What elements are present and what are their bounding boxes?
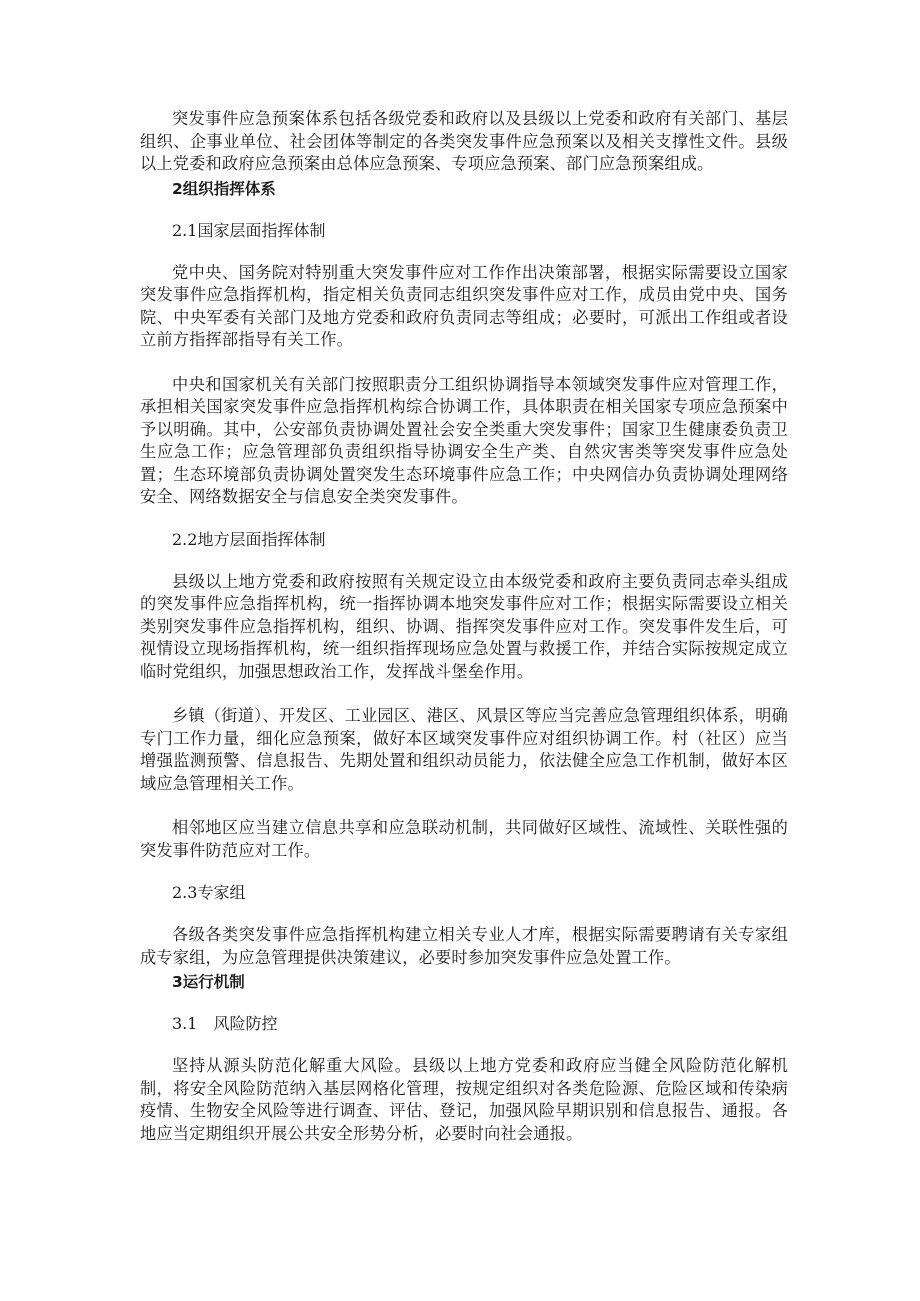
paragraph-plan-system: 突发事件应急预案体系包括各级党委和政府以及县级以上党委和政府有关部门、基层组织、企事业单位、社会团体等制定的各类突发事件应急预案以及相关支撑性文件。县级以上党委和政府应急预案由总体应急预案、专项应急预案、部门应急预案组成。 <box>140 109 788 173</box>
paragraph-central-departments: 中央和国家机关有关部门按照职责分工组织协调指导本领域突发事件应对管理工作，承担相关国家突发事件应急指挥机构综合协调工作，具体职责在相关国家专项应急预案中予以明确。其中，公安部负责协调处置社会安全类重大突发事件；国家卫生健康委负责卫生应急工作；应急管理部负责组织指导协调安全生产类、自然灾害类等突发事件应急处置；生态环境部负责协调处置突发生态环境事件应急工作；中央网信办负责协调处理网络安全、网络数据安全与信息安全类突发事件。 <box>140 374 788 506</box>
paragraph-adjacent-regions: 相邻地区应当建立信息共享和应急联动机制，共同做好区域性、流域性、关联性强的突发事件防范应对工作。 <box>140 818 788 860</box>
heading-operation-mechanism: 3运行机制 <box>172 973 245 991</box>
paragraph-risk-control: 坚持从源头防范化解重大风险。县级以上地方党委和政府应当健全风险防范化解机制，将安全风险防范纳入基层网格化管理，按规定组织对各类危险源、危险区域和传染病疫情、生物安全风险等进行调查、评估、登记，加强风险早期识别和信息报告、通报。各地应当定期组织开展公共安全形势分析，必要时向社会通报。 <box>140 1056 788 1143</box>
subheading-expert-group: 2.3专家组 <box>172 883 246 902</box>
subheading-national-command: 2.1国家层面指挥体制 <box>172 220 326 240</box>
paragraph-expert-group: 各级各类突发事件应急指挥机构建立相关专业人才库，根据实际需要聘请有关专家组成专家组，为应急管理提供决策建议，必要时参加突发事件应急处置工作。 <box>140 925 788 967</box>
subheading-local-command: 2.2地方层面指挥体制 <box>172 529 326 549</box>
paragraph-national-command: 党中央、国务院对特别重大突发事件应对工作作出决策部署，根据实际需要设立国家突发事件应急指挥机构，指定相关负责同志组织突发事件应对工作，成员由党中央、国务院、中央军委有关部门及地方党委和政府负责同志等组成；必要时，可派出工作组或者设立前方指挥部指导有关工作。 <box>140 262 788 349</box>
document-page <box>140 108 788 1145</box>
paragraph-township-street: 乡镇（街道）、开发区、工业园区、港区、风景区等应当完善应急管理组织体系，明确专门工作力量，细化应急预案，做好本区域突发事件应对组织协调工作。村（社区）应当增强监测预警、信息报告、先期处置和组织动员能力，依法健全应急工作机制，做好本区域应急管理相关工作。 <box>140 706 788 793</box>
heading-command-system: 2组织指挥体系 <box>172 179 276 198</box>
subheading-risk-control: 3.1 风险防控 <box>172 1014 278 1033</box>
paragraph-local-command: 县级以上地方党委和政府按照有关规定设立由本级党委和政府主要负责同志牵头组成的突发事件应急指挥机构，统一指挥协调本地突发事件应对工作；根据实际需要设立相关类别突发事件应急指挥机构，组织、协调、指挥突发事件应对工作。突发事件发生后，可视情设立现场指挥机构，统一组织指挥现场应急处置与救援工作，并结合实际按规定成立临时党组织，加强思想政治工作，发挥战斗堡垒作用。 <box>140 571 788 681</box>
